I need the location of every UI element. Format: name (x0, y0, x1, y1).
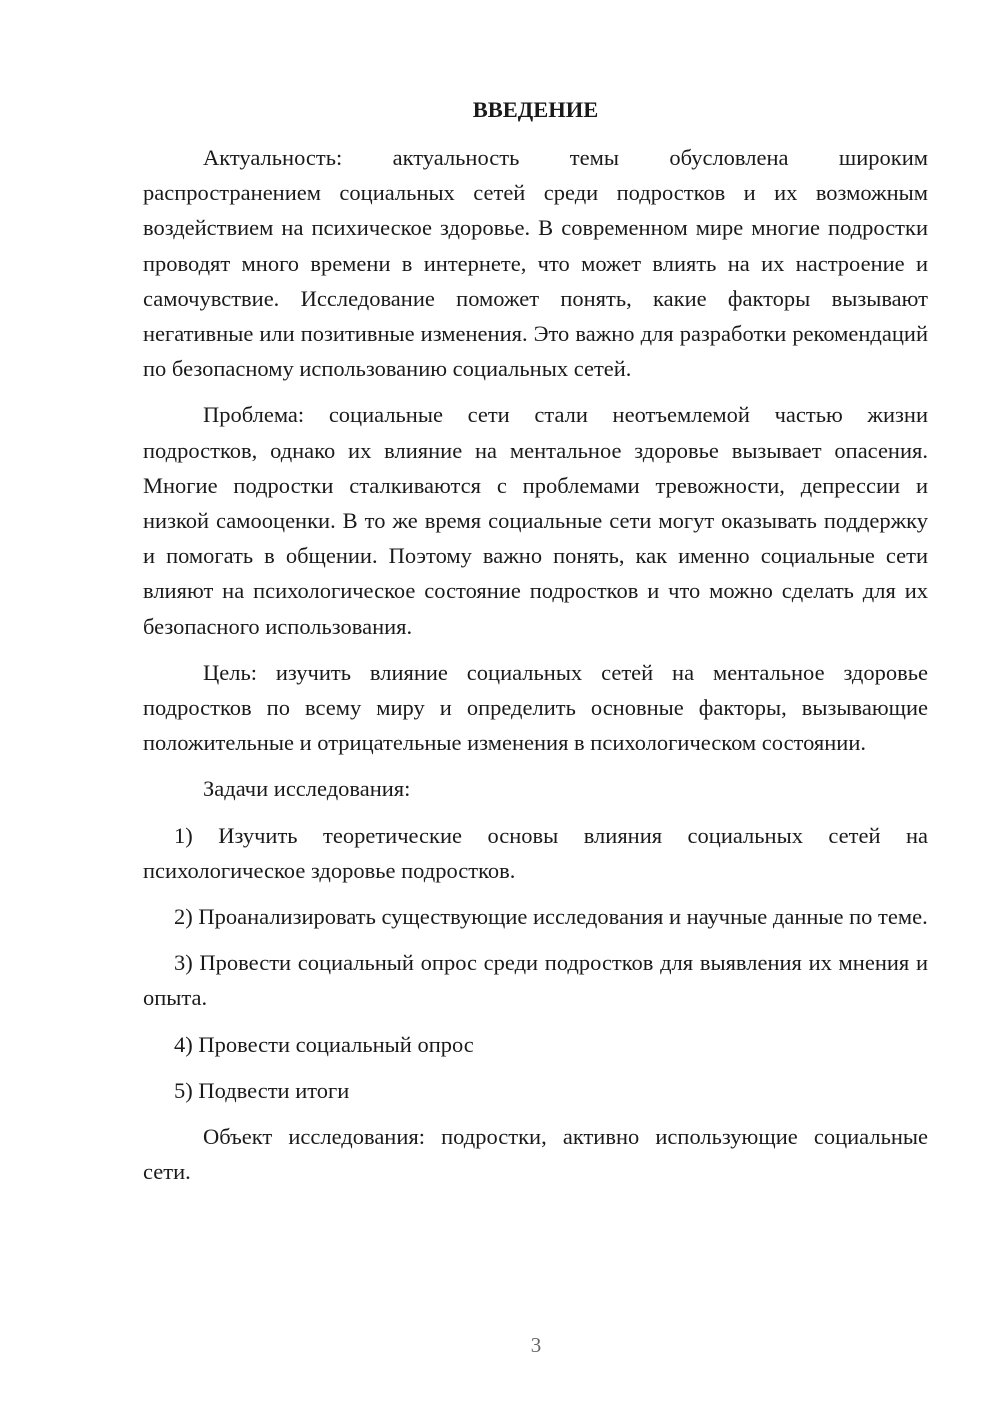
problem-paragraph: Проблема: социальные сети стали неотъемлемой частью жизни подростков, однако их влияние на ментальное здоровье вызывает опасения. Многие подростки сталкиваются с проблемами тревожности, депрессии и низкой самооценки. В то же время социальные сети могут оказывать поддержку и помогать в общении. Поэтому важно понять, как именно социальные сети влияют на психологическое состояние подростков и что можно сделать для их безопасного использования. (143, 402, 928, 639)
task-item: 1) Изучить теоретические основы влияния социальных сетей на психологическое здоровье подростков. (143, 822, 928, 883)
relevance-paragraph: Актуальность: актуальность темы обусловлена широким распространением социальных сетей среди подростков и их возможным воздействием на психическое здоровье. В современном мире многие подростки проводят много времени в интернете, что может влиять на их настроение и самочувствие. Исследование поможет понять, какие факторы вызывают негативные или позитивные изменения. Это важно для разработки рекомендаций по безопасному использованию социальных сетей. (143, 145, 928, 382)
task-item: 3) Провести социальный опрос среди подростков для выявления их мнения и опыта. (143, 950, 928, 1011)
task-item: 5) Подвести итоги (174, 1077, 350, 1103)
section-title: ВВЕДЕНИЕ (472, 97, 599, 122)
page-number: 3 (530, 1333, 542, 1357)
task-item: 2) Проанализировать существующие исследования и научные данные по теме. (174, 904, 928, 930)
goal-paragraph: Цель: изучить влияние социальных сетей на ментальное здоровье подростков по всему миру и определить основные факторы, вызывающие положительные и отрицательные изменения в психологическом состоянии. (143, 659, 928, 756)
tasks-heading: Задачи исследования: (203, 776, 411, 802)
object-paragraph: Объект исследования: подростки, активно использующие социальные сети. (143, 1124, 928, 1185)
document-page (143, 92, 928, 1200)
task-item: 4) Провести социальный опрос (174, 1031, 474, 1057)
